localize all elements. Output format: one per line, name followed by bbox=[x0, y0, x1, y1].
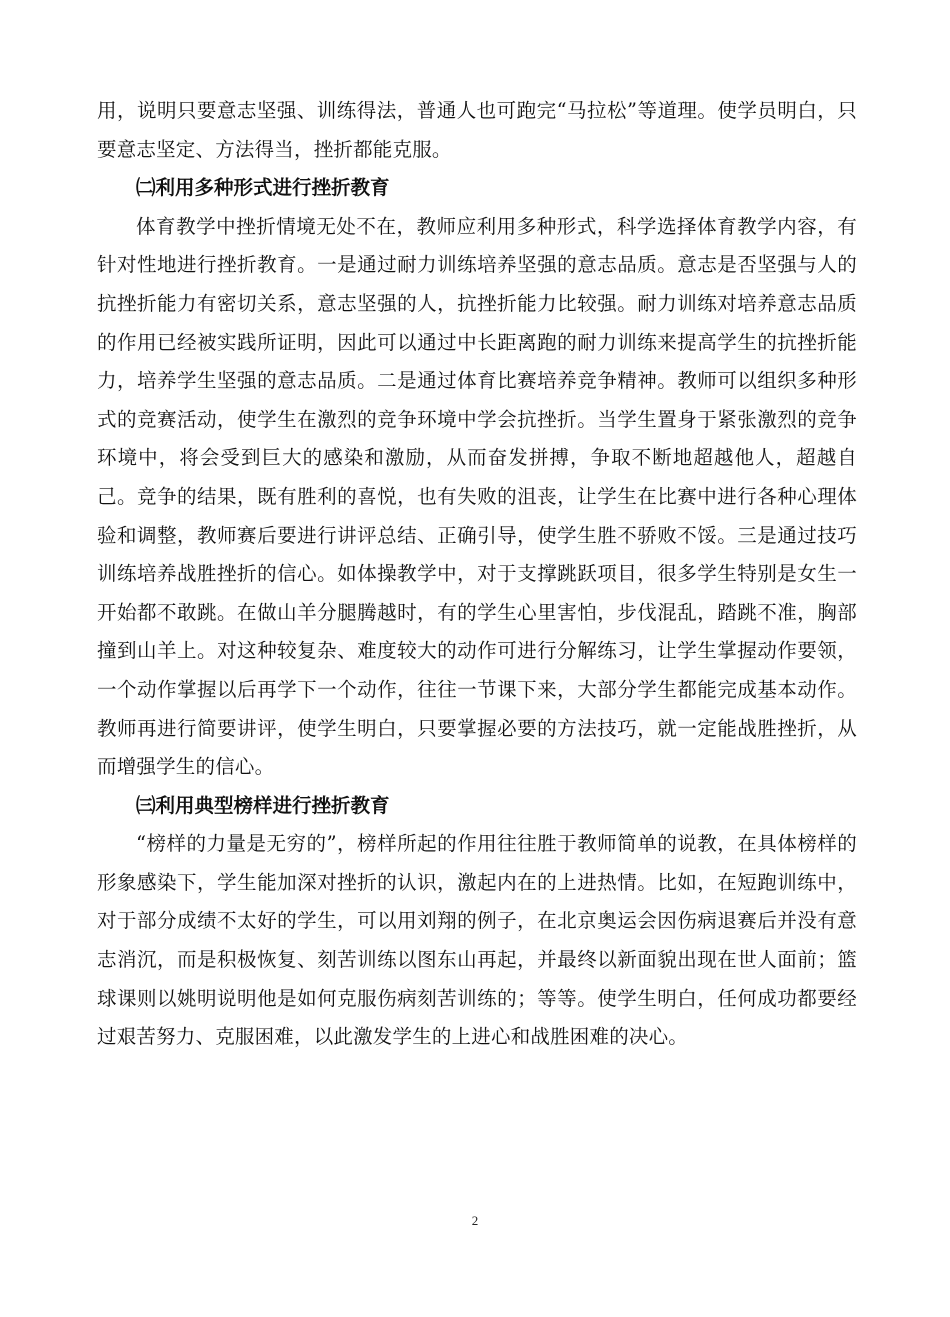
document-page bbox=[97, 92, 857, 1057]
page-number: 2 bbox=[471, 1213, 479, 1228]
section-heading-3: ㈢利用典型榜样进行挫折教育 bbox=[136, 793, 390, 817]
section-body-3: “榜样的力量是无穷的”，榜样所起的作用往往胜于教师简单的说教，在具体榜样的形象感染下，学生能加深对挫折的认识，激起内在的上进热情。比如，在短跑训练中，对于部分成绩不太好的学生，可以用刘翔的例子，在北京奥运会因伤病退赛后并没有意志消沉，而是积极恢复、刻苦训练以图东山再起，并最终以新面貌出现在世人面前；篮球课则以姚明说明他是如何克服伤病刻苦训练的；等等。使学生明白，任何成功都要经过艰苦努力、克服困难，以此激发学生的上进心和战胜困难的决心。 bbox=[97, 832, 857, 1049]
section-body-2: 体育教学中挫折情境无处不在，教师应利用多种形式，科学选择体育教学内容，有针对性地进行挫折教育。一是通过耐力训练培养坚强的意志品质。意志是否坚强与人的抗挫折能力有密切关系，意志坚强的人，抗挫折能力比较强。耐力训练对培养意志品质的作用已经被实践所证明，因此可以通过中长距离跑的耐力训练来提高学生的抗挫折能力，培养学生坚强的意志品质。二是通过体育比赛培养竞争精神。教师可以组织多种形式的竞赛活动，使学生在激烈的竞争环境中学会抗挫折。当学生置身于紧张激烈的竞争环境中，将会受到巨大的感染和激励，从而奋发拼搏，争取不断地超越他人，超越自己。竞争的结果，既有胜利的喜悦，也有失败的沮丧，让学生在比赛中进行各种心理体验和调整，教师赛后要进行讲评总结、正确引导，使学生胜不骄败不馁。三是通过技巧训练培养战胜挫折的信心。如体操教学中，对于支撑跳跃项目，很多学生特别是女生一开始都不敢跳。在做山羊分腿腾越时，有的学生心里害怕，步伐混乱，踏跳不准，胸部撞到山羊上。对这种较复杂、难度较大的动作可进行分解练习，让学生掌握动作要领，一个动作掌握以后再学下一个动作，往往一节课下来，大部分学生都能完成基本动作。教师再进行简要讲评，使学生明白，只要掌握必要的方法技巧，就一定能战胜挫折，从而增强学生的信心。 bbox=[97, 214, 857, 779]
section-heading-2: ㈡利用多种形式进行挫折教育 bbox=[136, 176, 390, 200]
continued-paragraph: 用，说明只要意志坚强、训练得法，普通人也可跑完“马拉松”等道理。使学员明白，只要意志坚定、方法得当，挫折都能克服。 bbox=[97, 99, 857, 161]
